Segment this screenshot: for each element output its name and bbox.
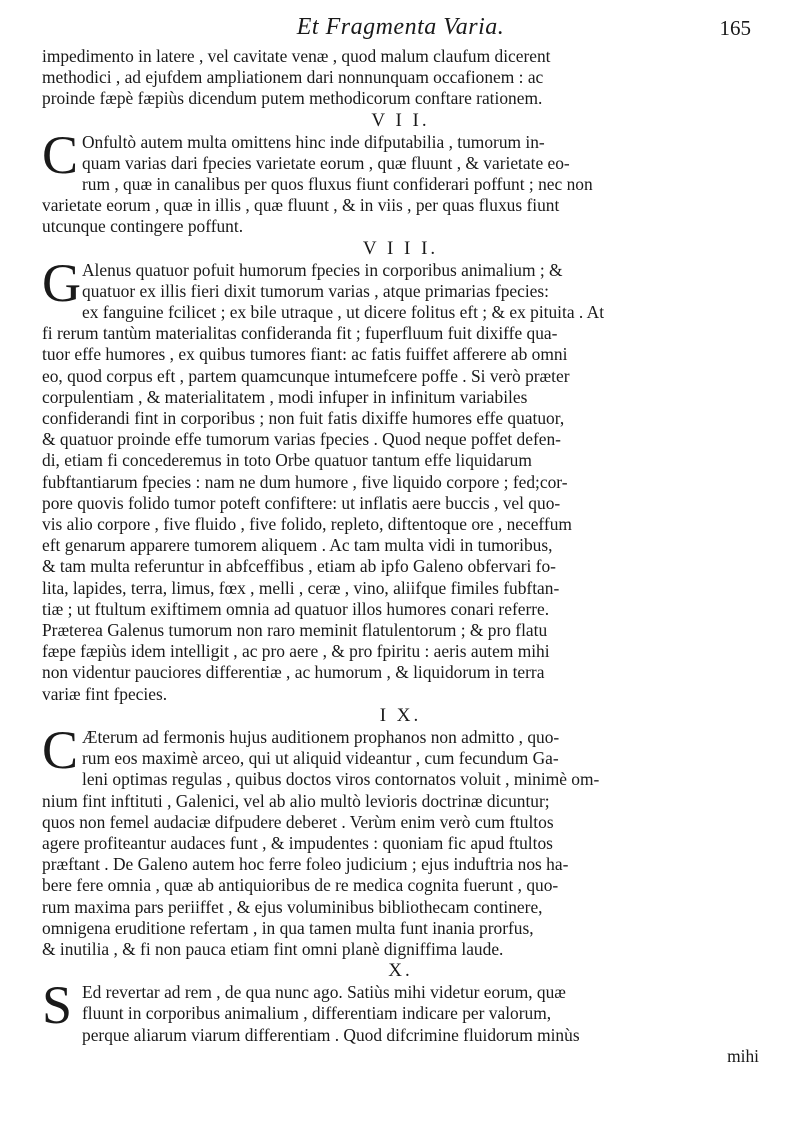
text-line: tuor effe humores , ex quibus tumores fiant: ac fatis fuiffet afferere ab omni xyxy=(42,344,568,365)
text-line: impedimento in latere , vel cavitate venæ , quod malum claufum dicerent xyxy=(42,46,551,66)
running-head: Et Fragmenta Varia. xyxy=(296,14,505,40)
section-number: X. xyxy=(388,960,413,982)
section-number: V I I I. xyxy=(362,237,439,259)
text-line: Onfultò autem multa omittens hinc inde difputabilia , tumorum in- xyxy=(82,131,545,152)
text-line: bere fere omnia , quæ ab antiquioribus de re medica cognita fuerunt , quo- xyxy=(42,875,559,896)
text-line: quos non femel audaciæ difpudere deberet . Verùm enim verò cum ftultos xyxy=(42,811,554,832)
text-line: & tam multa referuntur in abfceffibus , etiam ab ipfo Galeno obfervari fo- xyxy=(42,556,556,577)
drop-cap: C xyxy=(42,124,79,185)
page-number: 165 xyxy=(719,16,751,40)
text-line: rum , quæ in canalibus per quos fluxus fiunt confiderari poffunt ; nec non xyxy=(82,174,593,195)
section-paragraph xyxy=(42,975,759,1046)
text-line: ex fanguine fcilicet ; ex bile utraque , ut dicere folitus eft ; & ex pituita . At xyxy=(82,302,605,323)
text-line: tiæ ; ut ftultum exiftimem omnia ad quatuor illos humores conari referre. xyxy=(42,598,550,619)
text-line: perque aliarum viarum differentiam . Quod difcrimine fluidorum minùs xyxy=(82,1024,580,1045)
text-line: fæpe fæpiùs idem intelligit , ac pro aere , & pro fpiritu : aeris autem mihi xyxy=(42,641,550,662)
text-line: fi rerum tantùm materialitas confideranda fit ; fuperfluum fuit dixiffe qua- xyxy=(42,323,558,344)
text-line: fluunt in corporibus animalium , differentiam indicare per valorum, xyxy=(82,1003,552,1024)
text-line: & quatuor proinde effe tumorum varias fpecies . Quod neque poffet defen- xyxy=(42,429,561,450)
text-line: rum eos maximè arceo, qui ut aliquid videantur , cum fecundum Ga- xyxy=(82,748,559,769)
section-number: V I I. xyxy=(371,109,430,131)
text-line: vis alio corpore , five fluido , five folido, repleto, diftentoque ore , neceffum xyxy=(42,514,572,535)
text-line: methodici , ad ejufdem ampliationem dari nonnunquam occafionem : ac xyxy=(42,67,544,88)
section-paragraph xyxy=(42,252,759,705)
text-line: confiderandi fint in corporibus ; non fuit fatis dixiffe humores effe quatuor, xyxy=(42,408,565,429)
intro-paragraph xyxy=(42,46,759,110)
text-line: Alenus quatuor pofuit humorum fpecies in corporibus animalium ; & xyxy=(82,259,563,280)
text-line: varietate eorum , quæ in illis , quæ fluunt , & in viis , per quas fluxus fiunt xyxy=(42,195,560,216)
text-line: quam varias dari fpecies varietate eorum , quæ fluunt , & varietate eo- xyxy=(82,152,570,173)
text-line: rum maxima pars periiffet , & ejus voluminibus bibliothecam continere, xyxy=(42,896,543,917)
text-line: non videntur pauciores differentiæ , ac humorum , & liquidorum in terra xyxy=(42,662,545,683)
text-line: proinde fæpè fæpiùs dicendum putem methodicorum conftare rationem. xyxy=(42,88,543,109)
text-line: eo, quod corpus eft , partem quamcunque intumefcere poffe . Si verò præter xyxy=(42,365,570,386)
section-paragraph xyxy=(42,124,759,238)
text-line: fubftantiarum fpecies : nam ne dum humore , five liquido corpore ; fed;cor- xyxy=(42,471,568,492)
text-line: Præterea Galenus tumorum non raro meminit flatulentorum ; & pro flatu xyxy=(42,620,548,641)
text-line: Æterum ad fermonis hujus auditionem prophanos non admitto , quo- xyxy=(82,726,560,747)
text-line: omnigena eruditione refertam , in qua tamen multa funt inania prorfus, xyxy=(42,917,534,938)
text-line: Ed revertar ad rem , de qua nunc ago. Satiùs mihi videtur eorum, quæ xyxy=(82,982,566,1003)
text-line: nium fint inftituti , Galenici, vel ab alio multò levioris doctrinæ dicuntur; xyxy=(42,790,550,811)
text-line: pore quovis folido tumor poteft confiftere: ut inflatis aere buccis , vel quo- xyxy=(42,492,561,513)
body-text xyxy=(42,46,759,1067)
drop-cap: G xyxy=(42,252,81,313)
text-line: variæ fint fpecies. xyxy=(42,683,168,704)
drop-cap: C xyxy=(42,719,79,780)
text-line: præftant . De Galeno autem hoc ferre foleo judicium ; ejus induftria nos ha- xyxy=(42,854,569,875)
text-line: agere profiteantur audaces funt , & impudentes : quoniam fic apud ftultos xyxy=(42,832,553,853)
drop-cap: S xyxy=(42,975,73,1036)
text-line: & inutilia , & fi non pauca etiam fint omni planè digniffima laude. xyxy=(42,938,504,959)
catchword: mihi xyxy=(727,1045,759,1066)
text-line: di, etiam fi concederemus in toto Orbe quatuor tantum effe liquidarum xyxy=(42,450,532,471)
text-line: corpulentiam , & materialitatem , modi infuper in infinitum variabiles xyxy=(42,386,528,407)
text-line: eft genarum apparere tumorem aliquem . Ac tam multa vidi in tumoribus, xyxy=(42,535,553,556)
text-line: leni optimas regulas , quibus doctos viros contornatos voluit , minimè om- xyxy=(82,769,600,790)
text-line: lita, lapides, terra, limus, fœx , melli , ceræ , vino, aliifque fimiles fubftan- xyxy=(42,577,560,598)
page-header xyxy=(42,14,759,46)
section-number: I X. xyxy=(379,704,422,726)
section-paragraph xyxy=(42,719,759,960)
text-line: utcunque contingere poffunt. xyxy=(42,216,244,237)
text-line: quatuor ex illis fieri dixit tumorum varias , atque primarias fpecies: xyxy=(82,280,549,301)
